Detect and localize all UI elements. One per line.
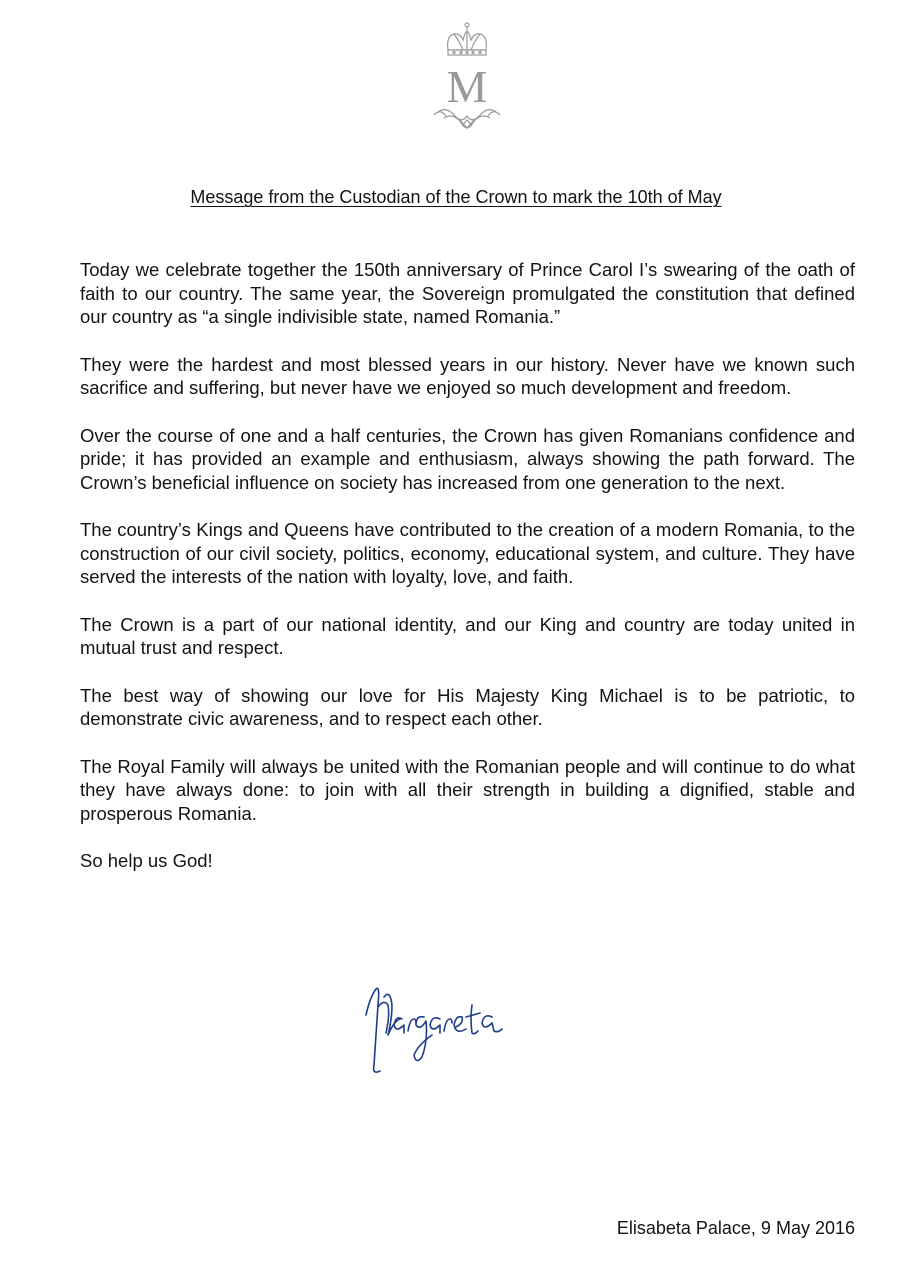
paragraph-4: The country’s Kings and Queens have contributed to the creation of a modern Romania, to the construction of our civil society, politics, economy, educational system, and culture. They have served the interests of the nation with loyalty, love, and faith. — [80, 519, 855, 587]
paragraph-1: Today we celebrate together the 150th anniversary of Prince Carol I’s swearing of the oath of faith to our country. The same year, the Sovereign promulgated the constitution that defined our country as “a single indivisible state, named Romania.” — [80, 259, 855, 327]
place-and-date: Elisabeta Palace, 9 May 2016 — [616, 1218, 855, 1238]
paragraph-5: The Crown is a part of our national identity, and our King and country are today united in mutual trust and respect. — [80, 613, 855, 658]
paragraph-2: They were the hardest and most blessed years in our history. Never have we known such sacrifice and suffering, but never have we enjoyed so much development and freedom. — [80, 353, 855, 398]
signature-icon — [358, 975, 528, 1080]
paragraph-7: The Royal Family will always be united with the Romanian people and will continue to do what they have always done: to join with all their strength in building a dignified, stable and prosperous Romania. — [80, 755, 855, 824]
paragraph-6: The best way of showing our love for His Majesty King Michael is to be patriotic, to demonstrate civic awareness, and to respect each other. — [80, 684, 855, 729]
monogram-letter: M — [446, 61, 488, 112]
letter-title: Message from the Custodian of the Crown to mark the 10th of May — [190, 187, 722, 207]
paragraph-3: Over the course of one and a half centuries, the Crown has given Romanians confidence and pride; it has provided an example and enthusiasm, always showing the path forward. The Crown’s beneficial influence on society has increased from one generation to the next. — [80, 424, 855, 493]
letter-body — [80, 258, 855, 873]
closing-line: So help us God! — [80, 850, 213, 871]
royal-monogram-icon — [424, 20, 510, 140]
